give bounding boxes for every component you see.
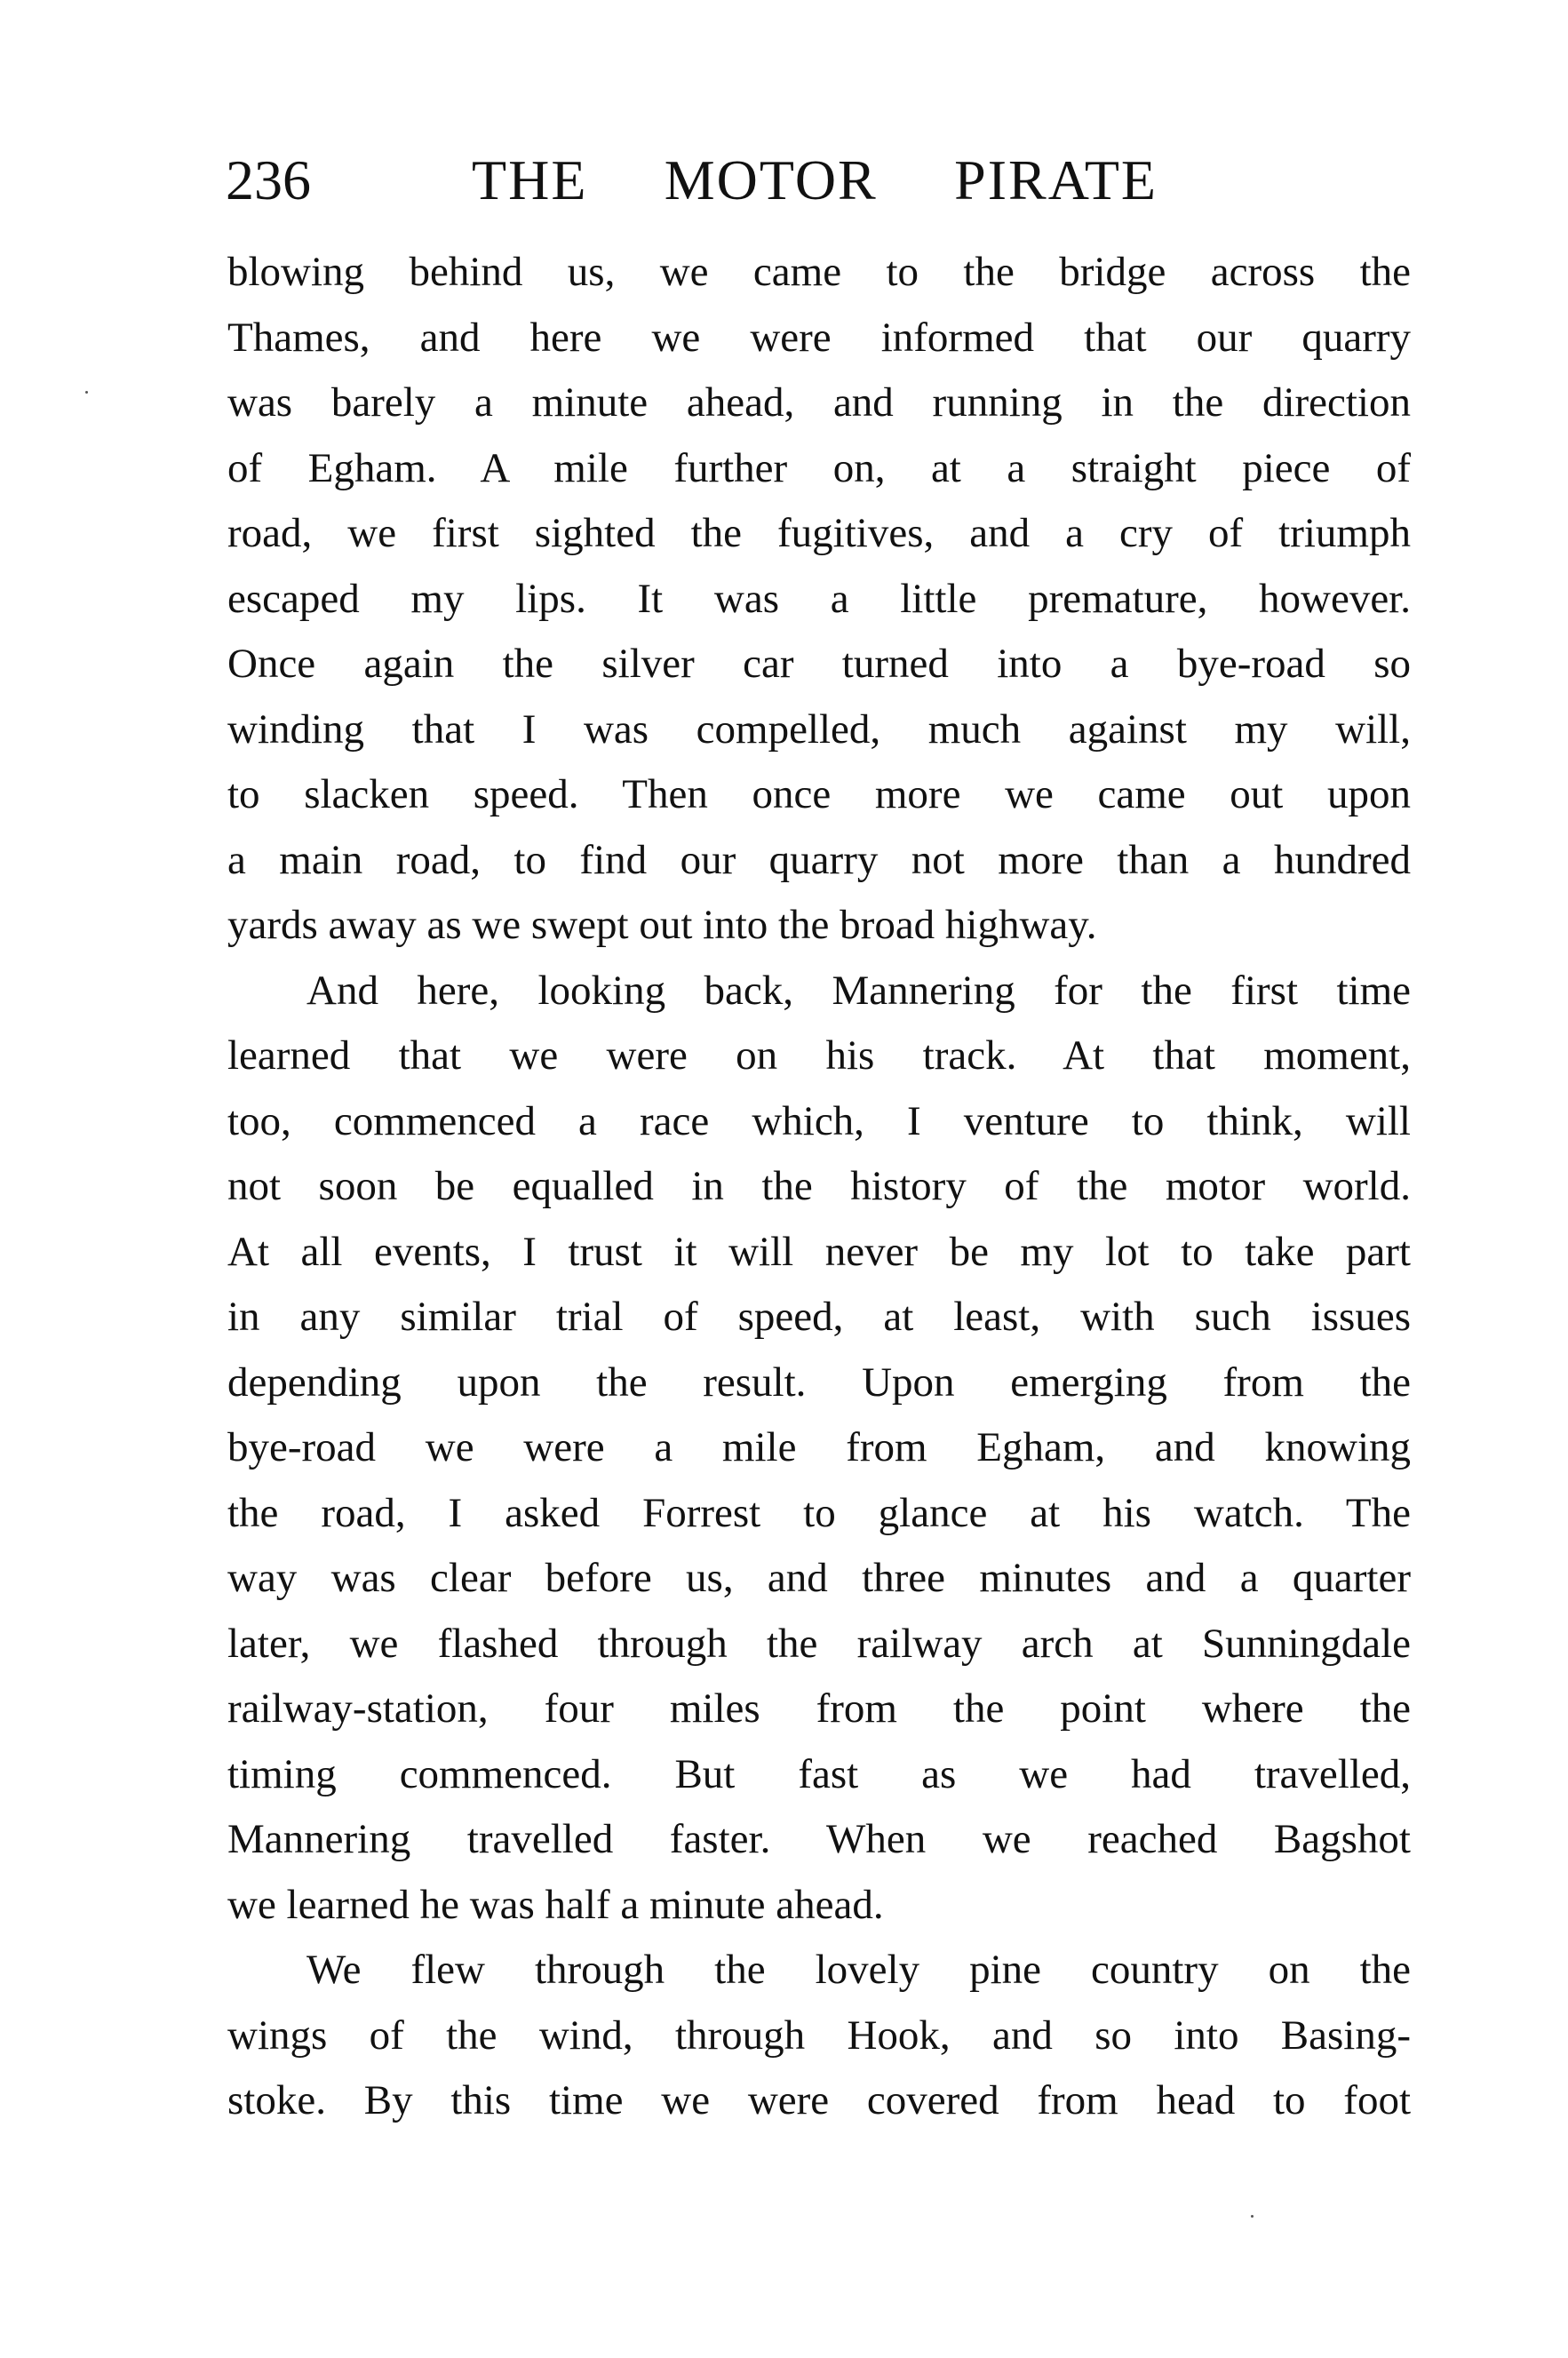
text-line: We flew through the lovely pine country on the: [306, 1947, 1411, 1993]
text-line: Mannering travelled faster. When we reached Bagshot: [227, 1816, 1411, 1862]
text-line: yards away as we swept out into the broad highway.: [227, 902, 1097, 948]
text-line: bye-road we were a mile from Egham, and knowing: [227, 1424, 1411, 1470]
text-line: way was clear before us, and three minutes and a quarter: [227, 1555, 1411, 1601]
text-line: we learned he was half a minute ahead.: [227, 1881, 884, 1928]
scan-speck: [1251, 2215, 1254, 2218]
text-line: winding that I was compelled, much against my will,: [227, 705, 1411, 753]
scan-speck: [85, 391, 88, 394]
text-line: learned that we were on his track. At that moment,: [227, 1032, 1411, 1079]
text-line: to slacken speed. Then once more we came out upon: [227, 771, 1411, 817]
running-title: THE MOTOR PIRATE: [472, 148, 1158, 211]
text-line: was barely a minute ahead, and running in the direction: [227, 379, 1411, 426]
text-line: the road, I asked Forrest to glance at his watch. The: [227, 1489, 1411, 1536]
text-line: At all events, I trust it will never be my lot to take part: [227, 1228, 1411, 1275]
text-line: of Egham. A mile further on, at a straight piece of: [227, 444, 1411, 491]
text-line: road, we first sighted the fugitives, and a cry of triumph: [227, 510, 1411, 556]
text-line: railway-station, four miles from the point where the: [227, 1685, 1411, 1732]
page-number: 236: [226, 148, 311, 211]
text-line: stoke. By this time we were covered from head to foot: [227, 2077, 1411, 2123]
text-line: Once again the silver car turned into a bye-road so: [227, 641, 1411, 687]
text-line: wings of the wind, through Hook, and so into Basing-: [227, 2011, 1411, 2059]
text-line: not soon be equalled in the history of the motor world.: [227, 1163, 1411, 1209]
text-line: too, commenced a race which, I venture to think, will: [227, 1097, 1411, 1144]
text-line: later, we flashed through the railway arch at Sunningdale: [227, 1620, 1411, 1667]
text-line: depending upon the result. Upon emerging from the: [227, 1358, 1411, 1406]
text-line: Thames, and here we were informed that our quarry: [227, 314, 1411, 361]
text-line: in any similar trial of speed, at least, with such issues: [227, 1294, 1411, 1340]
text-line: timing commenced. But fast as we had travelled,: [227, 1750, 1411, 1797]
text-line: escaped my lips. It was a little premature, however.: [227, 575, 1411, 622]
text-line: And here, looking back, Mannering for the first time: [306, 967, 1411, 1014]
text-line: blowing behind us, we came to the bridge across the: [227, 249, 1411, 295]
text-line: a main road, to find our quarry not more than a hundred: [227, 836, 1411, 883]
